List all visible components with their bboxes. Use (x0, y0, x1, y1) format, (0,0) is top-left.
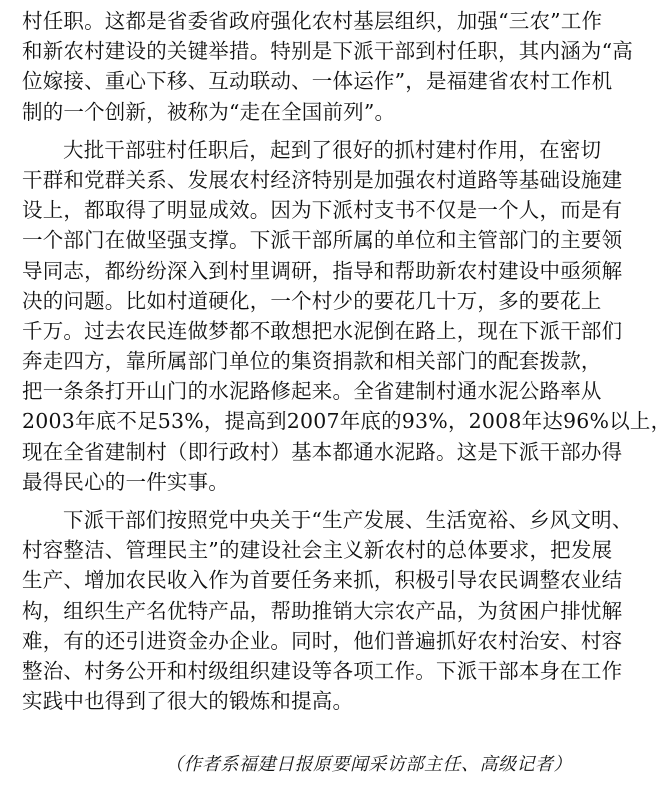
text-line: 大批干部驻村任职后，起到了很好的抓村建村作用，在密切 (63, 137, 602, 162)
text-line: 一个部门在做坚强支撑。下派干部所属的单位和主管部门的主要领 (22, 228, 623, 253)
text-line: 构，组织生产名优特产品，帮助推销大宗农产品，为贫困户排忧解 (22, 598, 623, 623)
text-line: 奔走四方，靠所属部门单位的集资捐款和相关部门的配套拨款， (22, 349, 602, 374)
paragraph-2 (22, 135, 671, 497)
text-line: 生产、增加农民收入作为首要任务来抓，积极引导农民调整农业结 (22, 568, 623, 593)
text-line: 难，有的还引进资金办企业。同时，他们普遍抓好农村治安、村容 (22, 628, 623, 653)
text-line: 和新农村建设的关键举措。特别是下派干部到村任职，其内涵为“高 (22, 39, 633, 64)
text-line: 决的问题。比如村道硬化，一个村少的要花几十万，多的要花上 (22, 288, 602, 313)
text-line: 位嫁接、重心下移、互动联动、一体运作”，是福建省农村工作机 (22, 69, 613, 94)
text-line: 千万。过去农民连做梦都不敢想把水泥倒在路上，现在下派干部们 (22, 318, 623, 343)
text-line: 把一条条打开山门的水泥路修起来。全省建制村通水泥公路率从 (22, 379, 602, 404)
author-byline: （作者系福建日报原要闻采访部主任、高级记者） (165, 754, 572, 775)
text-line: 干群和党群关系、发展农村经济特别是加强农村道路等基础设施建 (22, 167, 623, 192)
text-line: 2003年底不足53%，提高到2007年底的93%，2008年达96%以上， (22, 409, 671, 434)
text-line: 制的一个创新，被称为“走在全国前列”。 (22, 99, 396, 124)
text-line: 最得民心的一件实事。 (22, 469, 229, 494)
article-body (22, 6, 671, 716)
text-line: 现在全省建制村（即行政村）基本都通水泥路。这是下派干部办得 (22, 439, 623, 464)
text-line: 实践中也得到了很大的锻炼和提高。 (22, 689, 354, 714)
text-line: 整治、村务公开和村级组织建设等各项工作。下派干部本身在工作 (22, 658, 623, 683)
text-line: 下派干部们按照党中央关于“生产发展、生活宽裕、乡风文明、 (63, 508, 633, 532)
paragraph-3 (22, 505, 633, 716)
paragraph-1 (22, 6, 633, 127)
text-line: 村容整洁、管理民主”的建设社会主义新农村的总体要求，把发展 (22, 538, 613, 563)
text-line: 设上，都取得了明显成效。因为下派村支书不仅是一个人，而是有 (22, 198, 623, 223)
text-line: 村任职。这都是省委省政府强化农村基层组织，加强“三农”工作 (22, 9, 603, 33)
text-line: 导同志，都纷纷深入到村里调研，指导和帮助新农村建设中亟须解 (22, 258, 623, 283)
